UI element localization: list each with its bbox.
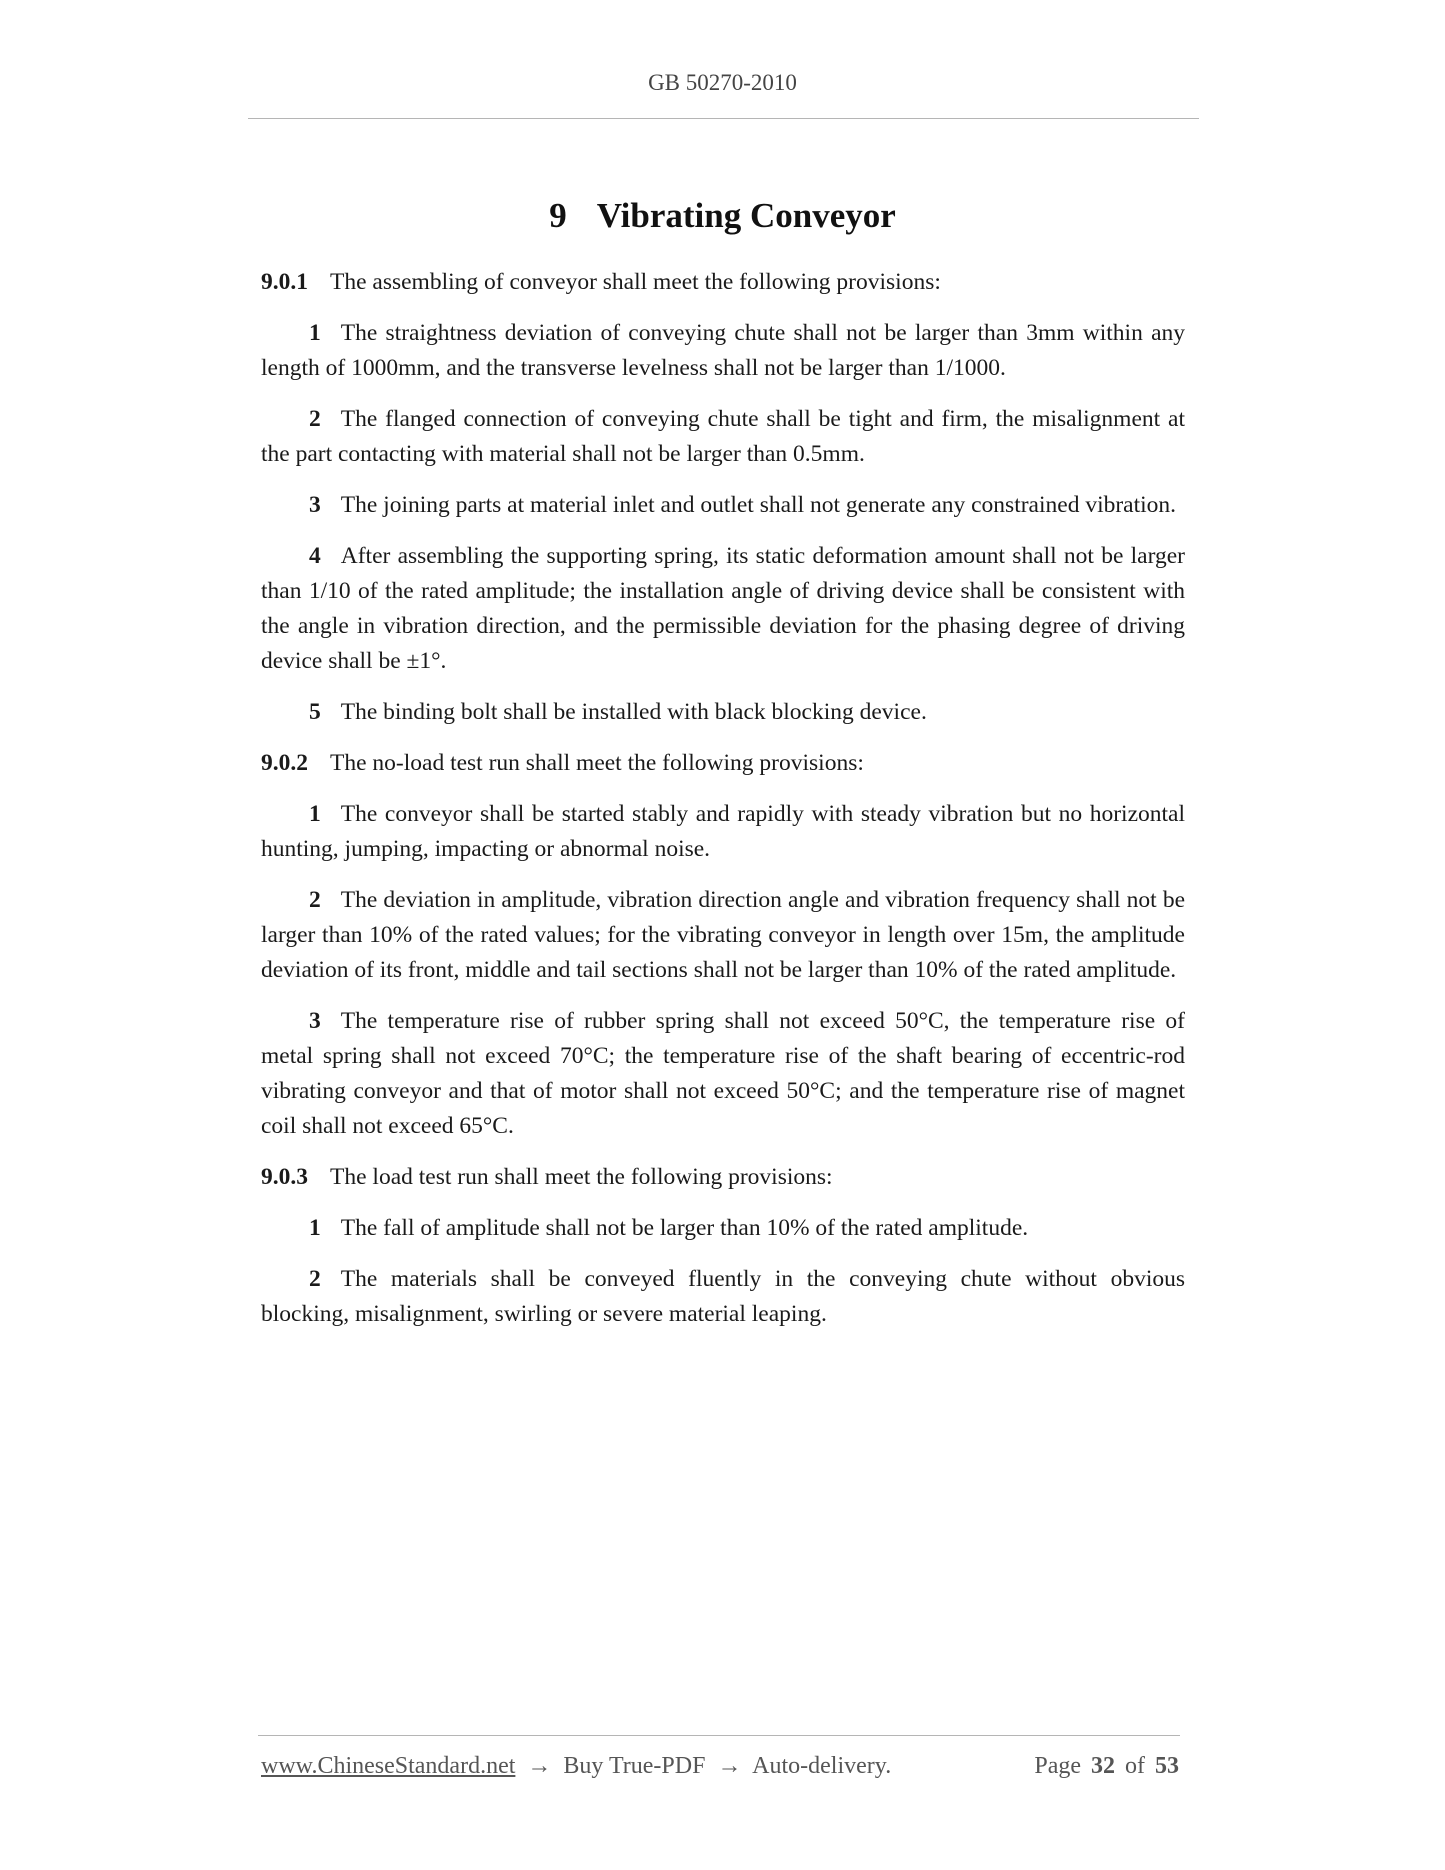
item-number: 1 [309, 801, 321, 827]
chapter-number: 9 [549, 196, 567, 235]
clause-number: 9.0.2 [261, 750, 308, 776]
total-pages: 53 [1155, 1753, 1179, 1779]
item-text: The fall of amplitude shall not be larger than 10% of the rated amplitude. [340, 1215, 1029, 1241]
item-number: 1 [309, 320, 321, 346]
item-text: The deviation in amplitude, vibration direction angle and vibration frequency shall not be larger than 10% of the rated values; for the vibrating conveyor in length over 15m, the amplitude deviation of its front, middle and tail sections shall not be larger than 10% of the rated amplitude. [261, 887, 1185, 983]
clause-heading [261, 746, 1185, 781]
item-number: 2 [309, 887, 321, 913]
clause-heading [261, 1160, 1185, 1195]
header-title: GB 50270-2010 [648, 70, 797, 95]
item-text: The flanged connection of conveying chute shall be tight and firm, the misalignment at the part contacting with material shall not be larger than 0.5mm. [261, 406, 1185, 467]
item-text: The conveyor shall be started stably and rapidly with steady vibration but no horizontal hunting, jumping, impacting or abnormal noise. [261, 801, 1185, 862]
footer-promo [261, 1753, 891, 1780]
list-item [261, 488, 1185, 523]
clause-text: The no-load test run shall meet the following provisions: [330, 750, 864, 776]
item-text: The straightness deviation of conveying chute shall not be larger than 3mm within any length of 1000mm, and the transverse levelness shall not be larger than 1/1000. [261, 320, 1185, 381]
item-number: 3 [309, 1008, 321, 1034]
clause-text: The assembling of conveyor shall meet the following provisions: [330, 269, 941, 295]
item-text: The materials shall be conveyed fluently in the conveying chute without obvious blocking, misalignment, swirling or severe material leaping. [261, 1266, 1185, 1327]
arrow-right-icon: → [527, 1753, 552, 1779]
page-number: 32 [1091, 1753, 1115, 1779]
item-number: 1 [309, 1215, 321, 1241]
item-number: 2 [309, 1266, 321, 1292]
list-item [261, 695, 1185, 730]
clause-number: 9.0.3 [261, 1164, 308, 1190]
item-number: 2 [309, 406, 321, 432]
item-text: The joining parts at material inlet and outlet shall not generate any constrained vibration. [340, 492, 1177, 518]
of-label: of [1125, 1753, 1145, 1779]
item-text: After assembling the supporting spring, its static deformation amount shall not be larger than 1/10 of the rated amplitude; the installation angle of driving device shall be consistent with the angle in vibration direction, and the permissible deviation for the phasing degree of driving device shall be ±1°. [261, 543, 1185, 674]
list-item [261, 797, 1185, 867]
item-number: 4 [309, 543, 321, 569]
buy-pdf-text: Buy True-PDF [563, 1753, 706, 1779]
list-item [261, 1262, 1185, 1332]
clause-text: The load test run shall meet the following provisions: [330, 1164, 833, 1190]
page-indicator [1034, 1753, 1179, 1780]
page-label: Page [1034, 1753, 1081, 1779]
clause-heading [261, 265, 1185, 300]
item-text: The binding bolt shall be installed with black blocking device. [340, 699, 927, 725]
website-link[interactable]: www.ChineseStandard.net [261, 1753, 516, 1779]
arrow-right-icon: → [717, 1753, 742, 1779]
chapter-name: Vibrating Conveyor [596, 196, 896, 235]
list-item [261, 1211, 1185, 1246]
list-item [261, 1004, 1185, 1144]
header-divider [248, 118, 1199, 119]
list-item [261, 539, 1185, 679]
item-number: 3 [309, 492, 321, 518]
list-item [261, 402, 1185, 472]
list-item [261, 316, 1185, 386]
document-body [261, 265, 1185, 1348]
auto-delivery-text: Auto-delivery. [752, 1753, 892, 1779]
clause-number: 9.0.1 [261, 269, 308, 295]
chapter-title [0, 196, 1445, 236]
item-number: 5 [309, 699, 321, 725]
list-item [261, 883, 1185, 988]
footer-divider [258, 1735, 1180, 1736]
item-text: The temperature rise of rubber spring shall not exceed 50°C, the temperature rise of metal spring shall not exceed 70°C; the temperature rise of the shaft bearing of eccentric-rod vibrating conveyor and that of motor shall not exceed 50°C; and the temperature rise of magnet coil shall not exceed 65°C. [261, 1008, 1185, 1139]
